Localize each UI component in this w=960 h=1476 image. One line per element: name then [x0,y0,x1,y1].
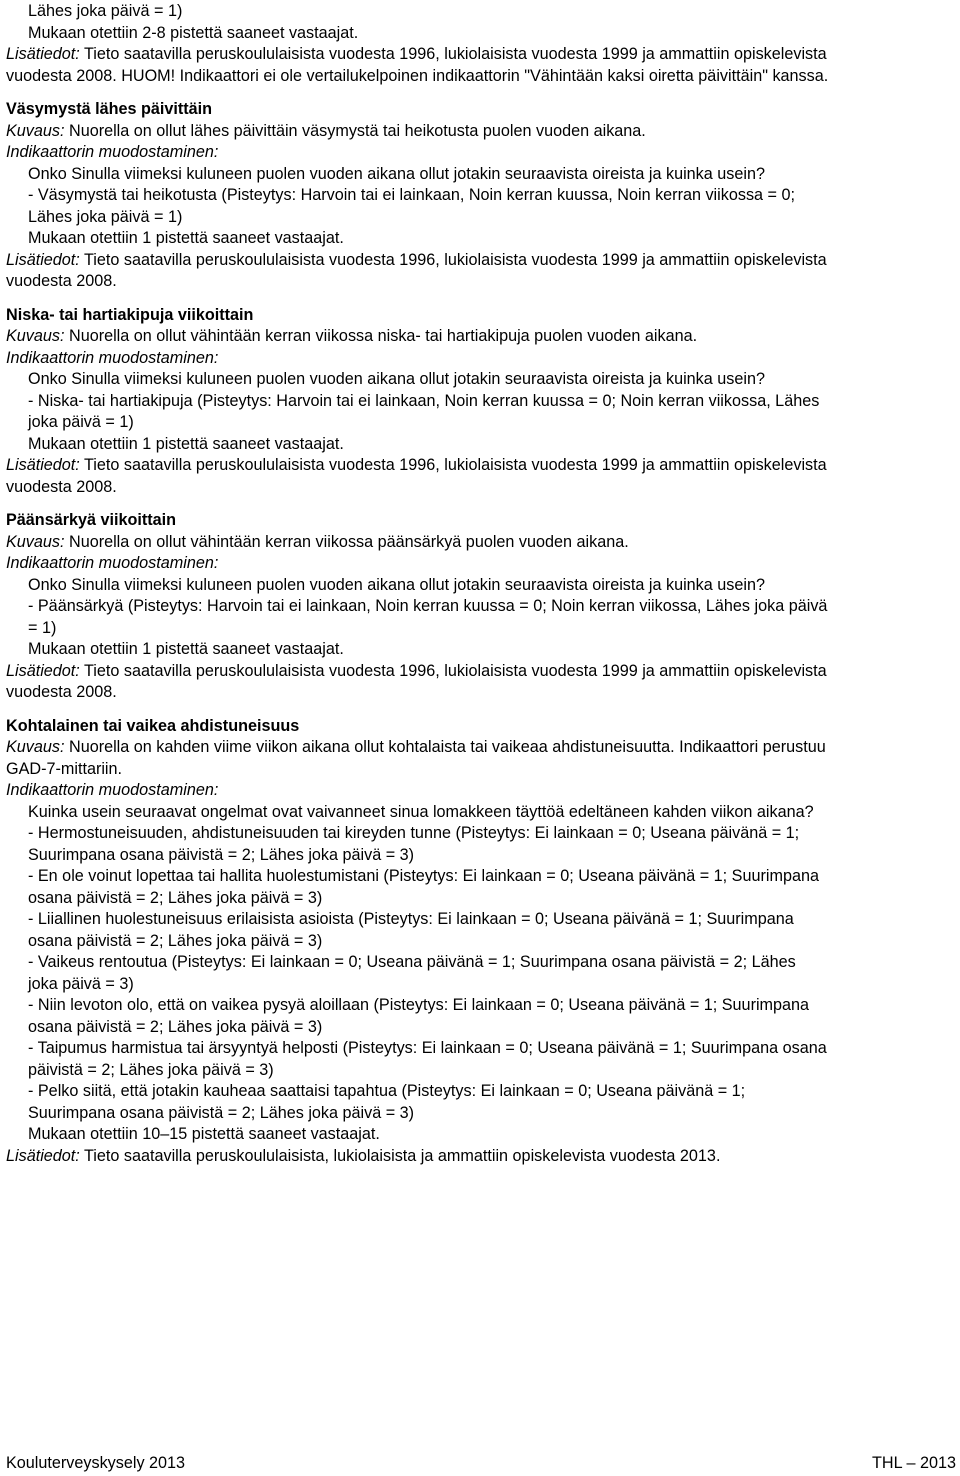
info-line [6,250,956,272]
page-footer [6,1453,956,1475]
description-text: Nuorella on ollut vähintään kerran viikossa niska- tai hartiakipuja puolen vuoden aikana. [64,327,698,345]
info-line [6,661,956,683]
survey-question: Onko Sinulla viimeksi kuluneen puolen vuoden aikana ollut jotakin seuraavista oireista ja kuinka usein? [28,370,765,388]
footer-publisher: THL – 2013 [872,1454,956,1472]
scoring-item-line: - Väsymystä tai heikotusta (Pisteytys: Harvoin tai ei lainkaan, Noin kerran kuussa, Noin kerran viikossa = 0; [28,186,795,204]
indicator-title: Päänsärkyä viikoittain [6,511,177,529]
info-line-continued: vuodesta 2008. [6,683,117,701]
info-line-continued: vuodesta 2008. [6,272,117,290]
info-text: Tieto saatavilla peruskoululaisista vuodesta 1996, lukiolaisista vuodesta 1999 ja ammattiin opiskelevista [79,661,827,680]
indicator-section [6,99,956,293]
scoring-item-line: joka päivä = 1) [28,413,134,431]
description-label: Kuvaus: [6,121,65,140]
scoring-item-line: - Taipumus harmistua tai ärsyyntyä helposti (Pisteytys: Ei lainkaan = 0; Useana päivänä = 1; Suurimpana osana [28,1039,827,1057]
inclusion-criteria: Mukaan otettiin 1 pistettä saaneet vastaajat. [28,640,344,658]
info-text: Tieto saatavilla peruskoululaisista vuodesta 1996, lukiolaisista vuodesta 1999 ja ammattiin opiskelevista [79,250,827,269]
info-line [6,44,956,66]
scoring-item-line: osana päivistä = 2; Lähes joka päivä = 3) [28,1017,323,1036]
info-line-continued: vuodesta 2008. [6,477,117,496]
description-label: Kuvaus: [6,327,65,345]
info-label: Lisätiedot: [6,45,80,63]
info-text: Tieto saatavilla peruskoululaisista vuodesta 1996, lukiolaisista vuodesta 1999 ja ammattiin opiskelevista [79,45,827,63]
info-line [6,1146,956,1168]
info-label: Lisätiedot: [6,456,80,474]
info-text: Tieto saatavilla peruskoululaisista, lukiolaisista ja ammattiin opiskelevista vuodesta 2013. [79,1146,721,1165]
footer-survey-name: Kouluterveyskysely 2013 [6,1454,186,1472]
scoring-item-line: päivistä = 2; Lähes joka päivä = 3) [28,1060,274,1079]
method-label: Indikaattorin muodostaminen: [6,348,219,367]
survey-question: Onko Sinulla viimeksi kuluneen puolen vuoden aikana ollut jotakin seuraavista oireista ja kuinka usein? [28,575,765,594]
inclusion-criteria: Mukaan otettiin 2-8 pistettä saaneet vastaajat. [28,23,359,42]
survey-question: Onko Sinulla viimeksi kuluneen puolen vuoden aikana ollut jotakin seuraavista oireista ja kuinka usein? [28,164,765,183]
description-line [6,326,956,348]
scoring-item-line: osana päivistä = 2; Lähes joka päivä = 3) [28,931,323,950]
description-text: Nuorella on kahden viime viikon aikana ollut kohtalaista tai vaikeaa ahdistuneisuutta. Indikaattori perustuu [64,738,826,756]
inclusion-criteria: Mukaan otettiin 1 pistettä saaneet vastaajat. [28,434,344,453]
description-line: GAD-7-mittariin. [6,759,123,778]
info-label: Lisätiedot: [6,250,80,269]
indicator-title: Niska- tai hartiakipuja viikoittain [6,305,254,324]
description-text: Nuorella on ollut vähintään kerran viikossa päänsärkyä puolen vuoden aikana. [64,532,629,551]
scoring-item-line: Suurimpana osana päivistä = 2; Lähes joka päivä = 3) [28,845,415,864]
description-label: Kuvaus: [6,532,65,551]
description-line [6,121,956,143]
description-text: Nuorella on ollut lähes päivittäin väsymystä tai heikotusta puolen vuoden aikana. [64,121,646,140]
scoring-item-line: - Liiallinen huolestuneisuus erilaisista asioista (Pisteytys: Ei lainkaan = 0; Useana päivänä = 1; Suurimpana [28,910,794,928]
scoring-item-line: - Päänsärkyä (Pisteytys: Harvoin tai ei lainkaan, Noin kerran kuussa = 0; Noin kerran viikossa, Lähes joka päivä [28,597,828,615]
scoring-item-line: - En ole voinut lopettaa tai hallita huolestumistani (Pisteytys: Ei lainkaan = 0; Useana päivänä = 1; Suurimpana [28,867,819,885]
info-line [6,455,956,477]
info-label: Lisätiedot: [6,661,80,680]
scoring-item-line: - Pelko siitä, että jotakin kauheaa saattaisi tapahtua (Pisteytys: Ei lainkaan = 0; Useana päivänä = 1; [28,1082,746,1100]
scoring-item-line: - Vaikeus rentoutua (Pisteytys: Ei lainkaan = 0; Useana päivänä = 1; Suurimpana osana päivistä = 2; Lähes [28,953,796,971]
scoring-item-line: = 1) [28,618,57,637]
indicator-title: Kohtalainen tai vaikea ahdistuneisuus [6,716,300,735]
indicator-section [6,716,956,1168]
indicator-sections [6,99,956,1167]
scoring-item-line: Suurimpana osana päivistä = 2; Lähes joka päivä = 3) [28,1103,415,1122]
indicator-title: Väsymystä lähes päivittäin [6,100,213,118]
description-line [6,737,956,759]
scoring-item-line: joka päivä = 3) [28,974,134,993]
inclusion-criteria: Mukaan otettiin 1 pistettä saaneet vastaajat. [28,229,344,247]
inclusion-criteria: Mukaan otettiin 10–15 pistettä saaneet vastaajat. [28,1125,380,1143]
info-line-continued: vuodesta 2008. HUOM! Indikaattori ei ole vertailukelpoinen indikaattorin "Vähintään kaksi oiretta päivittäin" kanssa. [6,66,829,85]
scoring-item-line: - Niska- tai hartiakipuja (Pisteytys: Harvoin tai ei lainkaan, Noin kerran kuussa = 0; Noin kerran viikossa, Lähes [28,391,820,410]
scoring-tail: Lähes joka päivä = 1) [28,2,183,20]
survey-question: Kuinka usein seuraavat ongelmat ovat vaivanneet sinua lomakkeen täyttöä edeltäneen kahden viikon aikana? [28,802,814,821]
scoring-item-line: Lähes joka päivä = 1) [28,207,183,226]
description-label: Kuvaus: [6,738,65,756]
scoring-item-line: - Hermostuneisuuden, ahdistuneisuuden tai kireyden tunne (Pisteytys: Ei lainkaan = 0; Useana päivänä = 1; [28,824,800,842]
info-label: Lisätiedot: [6,1146,80,1165]
method-label: Indikaattorin muodostaminen: [6,554,219,572]
scoring-item-line: - Niin levoton olo, että on vaikea pysyä aloillaan (Pisteytys: Ei lainkaan = 0; Useana päivänä = 1; Suurimpana [28,996,810,1014]
document-body [6,1,956,1167]
info-text: Tieto saatavilla peruskoululaisista vuodesta 1996, lukiolaisista vuodesta 1999 ja ammattiin opiskelevista [79,456,827,474]
description-line [6,532,956,554]
method-label: Indikaattorin muodostaminen: [6,143,219,161]
scoring-item-line: osana päivistä = 2; Lähes joka päivä = 3) [28,888,323,907]
indicator-section [6,305,956,499]
method-label: Indikaattorin muodostaminen: [6,781,219,799]
top-block [6,1,956,87]
indicator-section [6,510,956,704]
